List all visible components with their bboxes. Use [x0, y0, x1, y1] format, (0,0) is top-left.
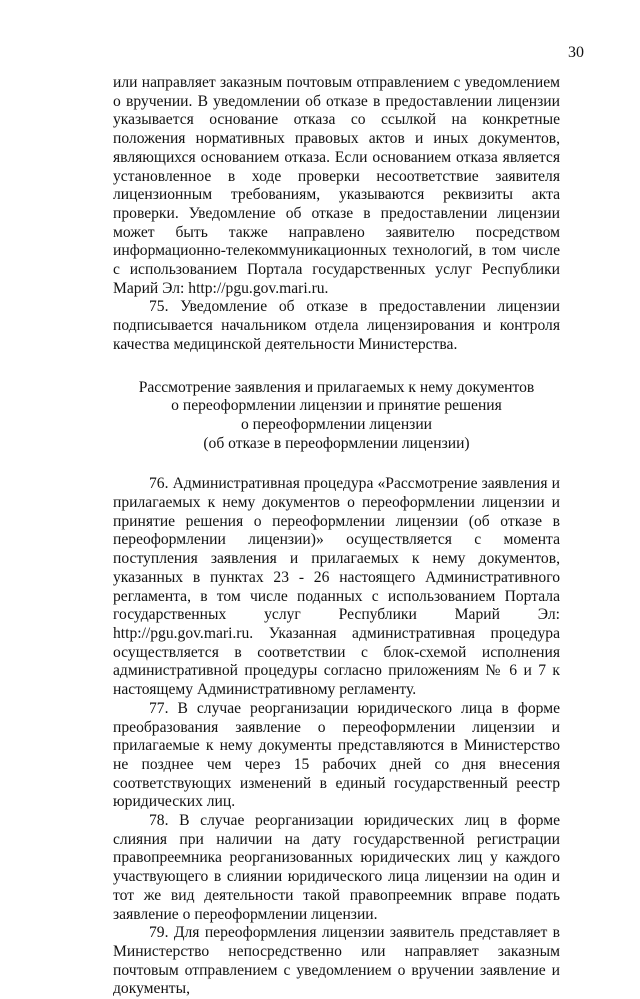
paragraph-78: 78. В случае реорганизации юридических лиц в форме слияния при наличии на дату государственной регистрации правопреемника реорганизованных юридических лиц у каждого участвующего в слиянии юридического лица лицензии на один и тот же вид деятельности такой правопреемник вправе подать заявление о переоформлении лицензии.: [113, 812, 560, 923]
paragraph-79: 79. Для переоформления лицензии заявитель представляет в Министерство непосредственно или направляет заказным почтовым отправлением с уведомлением о вручении заявление и документы,: [113, 924, 560, 998]
heading-line-2: о переоформлении лицензии и принятие решения: [171, 397, 502, 415]
paragraph-75: 75. Уведомление об отказе в предоставлении лицензии подписывается начальником отдела лицензирования и контроля качества медицинской деятельности Министерства.: [113, 298, 560, 353]
page-number: 30: [568, 44, 584, 61]
section-heading: [113, 379, 560, 454]
paragraph-intro: или направляет заказным почтовым отправлением с уведомлением о вручении. В уведомлении об отказе в предоставлении лицензии указывается основание отказа со ссылкой на конкретные положения нормативных правовых актов и иных документов, являющихся основанием отказа. Если основанием отказа является установленное в ходе проверки несоответствие заявителя лицензионным требованиям, указываются реквизиты акта проверки. Уведомление об отказе в предоставлении лицензии может быть также направлено заявителю посредством информационно-телекоммуникационных технологий, в том числе с использованием Портала государственных услуг Республики Марий Эл: http://pgu.gov.mari.ru.: [113, 74, 560, 297]
document-body: [113, 74, 560, 999]
heading-line-3: о переоформлении лицензии: [240, 415, 433, 433]
heading-line-4: (об отказе в переоформлении лицензии): [203, 434, 470, 452]
heading-line-1: Рассмотрение заявления и прилагаемых к нему документов: [138, 378, 535, 396]
paragraph-76: 76. Административная процедура «Рассмотрение заявления и прилагаемых к нему документов о переоформлении лицензии и принятие решения о переоформлении лицензии (об отказе в переоформлении лицензии)» осуществляется с момента поступления заявления и прилагаемых к нему документов, указанных в пунктах 23 - 26 настоящего Административного регламента, в том числе поданных с использованием Портала государственных услуг Республики Марий Эл: http://pgu.gov.mari.ru. Указанная административная процедура осуществляется в соответствии с блок-схемой исполнения административной процедуры согласно приложениям № 6 и 7 к настоящему Административному регламенту.: [113, 475, 560, 699]
paragraph-77: 77. В случае реорганизации юридического лица в форме преобразования заявление о переоформлении лицензии и прилагаемые к нему документы представляются в Министерство не позднее чем через 15 рабочих дней со дня внесения соответствующих изменений в единый государственный реестр юридических лиц.: [113, 699, 560, 811]
